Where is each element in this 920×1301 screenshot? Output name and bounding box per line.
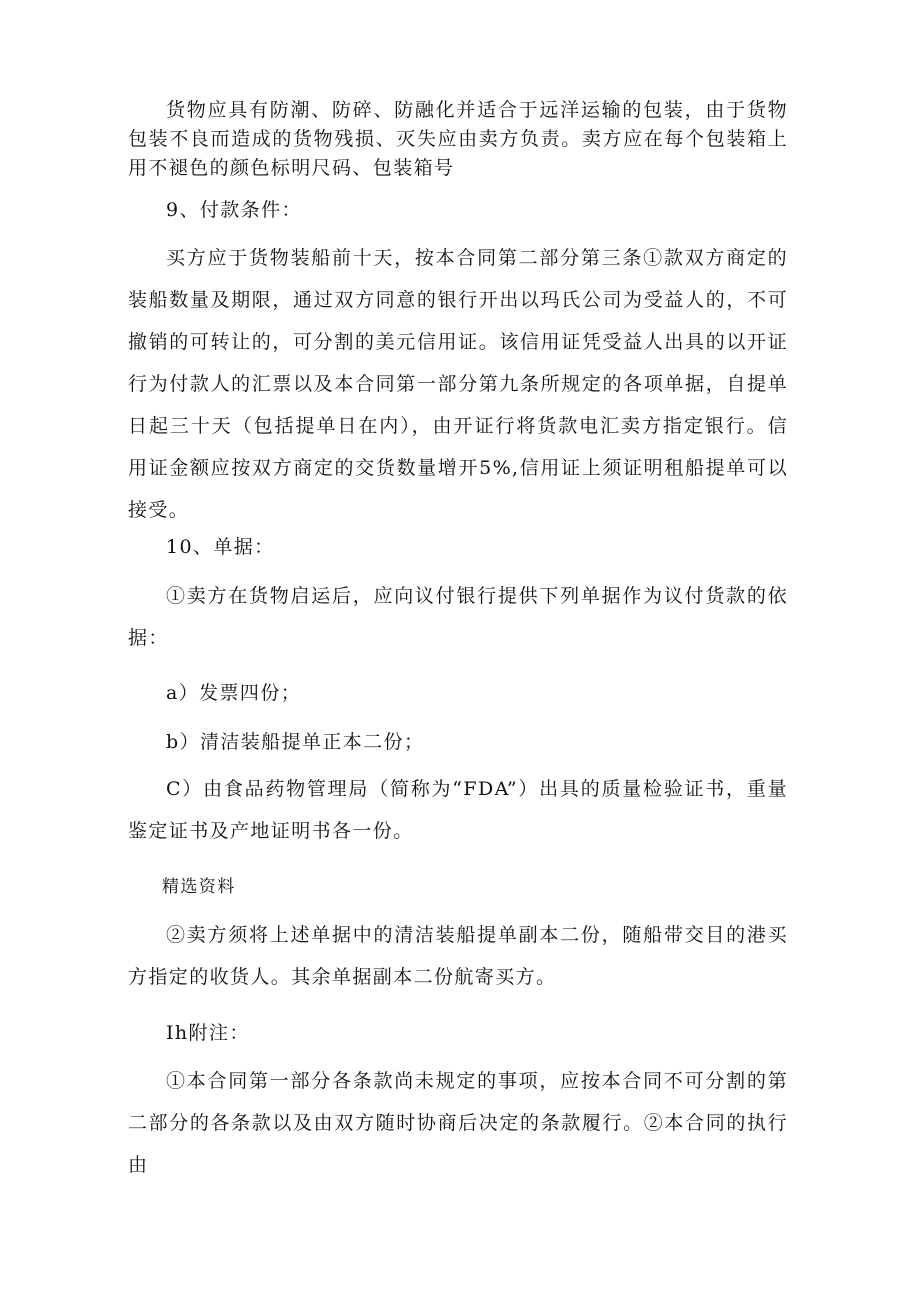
- list-item-bill-of-lading: b）清洁装船提单正本二份；: [166, 731, 425, 753]
- paragraph-documents-intro: ①卖方在货物启运后，应向议付银行提供下列单据作为议付货款的依据：: [128, 585, 788, 649]
- heading-notes: Ih附注：: [166, 1022, 250, 1044]
- list-item-invoice: a）发票四份；: [166, 682, 302, 704]
- watermark-text: 精选资料: [162, 877, 236, 897]
- paragraph-notes: ①本合同第一部分各条款尚未规定的事项，应按本合同不可分割的第二部分的各条款以及由双方随时协商后决定的条款履行。②本合同的执行由: [128, 1070, 788, 1176]
- paragraph-payment: 买方应于货物装船前十天，按本合同第二部分第三条①款双方商定的装船数量及期限，通过双方同意的银行开出以玛氏公司为受益人的，不可撤销的可转让的，可分割的美元信用证。该信用证凭受益人出具的以开证行为付款人的汇票以及本合同第一部分第九条所规定的各项单据，自提单日起三十天（包括提单日在内），由开证行将货款电汇卖方指定银行。信用证金额应按双方商定的交货数量增开5%,信用证上须证明租船提单可以接受。: [128, 247, 788, 521]
- paragraph-packaging: 货物应具有防潮、防碎、防融化并适合于远洋运输的包装，由于货物包装不良而造成的货物残损、灭失应由卖方负责。卖方应在每个包装箱上用不褪色的颜色标明尺码、包装箱号: [128, 99, 788, 179]
- list-item-certificates: C）由食品药物管理局（简称为“FDA”）出具的质量检验证书，重量鉴定证书及产地证明书各一份。: [128, 778, 788, 842]
- heading-payment-terms: 9、付款条件：: [166, 199, 302, 221]
- heading-documents: 10、单据：: [166, 536, 275, 558]
- paragraph-copies: ②卖方须将上述单据中的清洁装船提单副本二份，随船带交目的港买方指定的收货人。其余单据副本二份航寄买方。: [128, 924, 788, 988]
